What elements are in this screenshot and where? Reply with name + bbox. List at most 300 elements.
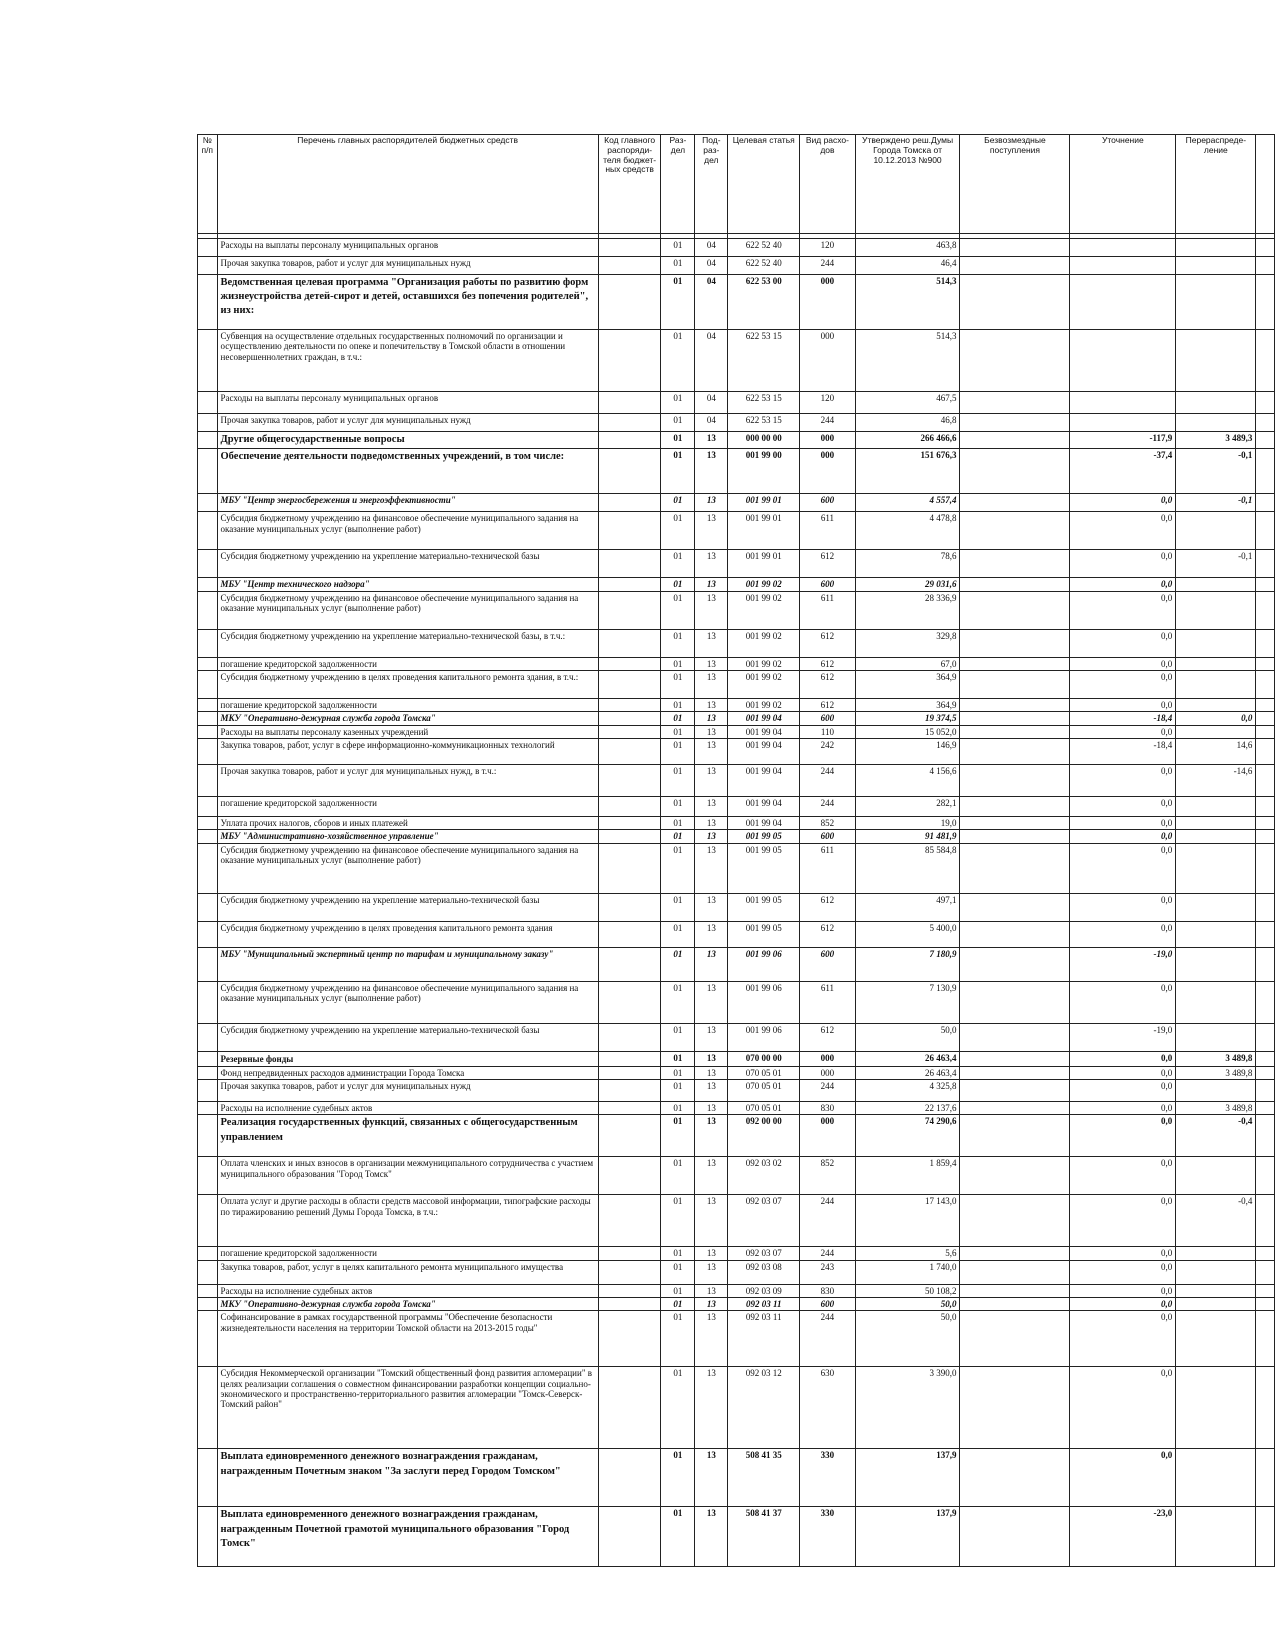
cell-redistribute <box>1176 816 1256 829</box>
cell-num <box>198 947 218 981</box>
table-row <box>198 893 1275 921</box>
cell-redistribute <box>1176 1507 1256 1567</box>
cell-free <box>960 1298 1070 1311</box>
cell-num <box>198 239 218 257</box>
cell-target: 001 99 02 <box>728 670 800 698</box>
cell-redistribute: 3 489,8 <box>1176 1066 1256 1079</box>
cell-num <box>198 432 218 449</box>
cell-vid: 244 <box>800 1195 855 1247</box>
cell-extra <box>1256 257 1275 275</box>
cell-vid: 611 <box>800 843 855 893</box>
cell-redistribute: -0,4 <box>1176 1115 1256 1157</box>
cell-extra <box>1256 1066 1275 1079</box>
cell-target: 092 03 09 <box>728 1284 800 1297</box>
cell-target: 070 05 01 <box>728 1066 800 1079</box>
cell-redistribute <box>1176 725 1256 738</box>
cell-name: Прочая закупка товаров, работ и услуг для муниципальных нужд <box>217 257 598 275</box>
cell-code <box>598 764 661 796</box>
cell-name: Оплата услуг и другие расходы в области средств массовой информации, типографские расходы по тиражированию решений Думы Города Томска, в т.ч.: <box>217 1195 598 1247</box>
cell-refine: -117,9 <box>1070 432 1176 449</box>
cell-razdel: 01 <box>661 816 695 829</box>
cell-razdel: 01 <box>661 1260 695 1284</box>
cell-num <box>198 629 218 657</box>
cell-razdel: 01 <box>661 725 695 738</box>
cell-vid: 612 <box>800 698 855 711</box>
cell-num <box>198 1507 218 1567</box>
cell-code <box>598 698 661 711</box>
cell-refine: 0,0 <box>1070 843 1176 893</box>
cell-free <box>960 591 1070 629</box>
cell-razdel: 01 <box>661 1449 695 1507</box>
cell-refine: 0,0 <box>1070 550 1176 578</box>
cell-podrazdel: 13 <box>695 921 728 947</box>
cell-code <box>598 738 661 764</box>
cell-extra <box>1256 432 1275 449</box>
cell-name: Закупка товаров, работ, услуг в сфере информационно-коммуникационных технологий <box>217 738 598 764</box>
cell-redistribute: 3 489,8 <box>1176 1051 1256 1066</box>
cell-refine: 0,0 <box>1070 764 1176 796</box>
cell-num <box>198 449 218 494</box>
cell-free <box>960 796 1070 816</box>
table-row <box>198 816 1275 829</box>
cell-code <box>598 1260 661 1284</box>
cell-podrazdel: 13 <box>695 698 728 711</box>
cell-extra <box>1256 449 1275 494</box>
cell-free <box>960 275 1070 330</box>
cell-num <box>198 1023 218 1051</box>
cell-redistribute <box>1176 1367 1256 1449</box>
cell-podrazdel: 13 <box>695 1066 728 1079</box>
cell-approved: 22 137,6 <box>855 1102 960 1115</box>
cell-approved: 497,1 <box>855 893 960 921</box>
table-row <box>198 1298 1275 1311</box>
cell-razdel: 01 <box>661 494 695 512</box>
cell-target: 001 99 05 <box>728 830 800 843</box>
cell-refine: 0,0 <box>1070 1298 1176 1311</box>
cell-code <box>598 816 661 829</box>
cell-name: Оплата членских и иных взносов в организации межмуниципального сотрудничества с участием муниципального образования "Город Томск" <box>217 1157 598 1195</box>
cell-target: 622 53 15 <box>728 414 800 432</box>
cell-extra <box>1256 657 1275 670</box>
table-row <box>198 550 1275 578</box>
cell-code <box>598 1051 661 1066</box>
cell-num <box>198 1260 218 1284</box>
cell-vid: 612 <box>800 629 855 657</box>
cell-razdel: 01 <box>661 432 695 449</box>
cell-num <box>198 1102 218 1115</box>
cell-redistribute <box>1176 257 1256 275</box>
cell-razdel: 01 <box>661 738 695 764</box>
cell-free <box>960 392 1070 414</box>
cell-num <box>198 257 218 275</box>
cell-num <box>198 843 218 893</box>
cell-free <box>960 449 1070 494</box>
cell-refine <box>1070 414 1176 432</box>
cell-podrazdel: 13 <box>695 1367 728 1449</box>
cell-redistribute <box>1176 1080 1256 1102</box>
cell-target: 622 53 15 <box>728 392 800 414</box>
cell-target: 001 99 06 <box>728 947 800 981</box>
table-row <box>198 239 1275 257</box>
cell-num <box>198 414 218 432</box>
cell-num <box>198 981 218 1023</box>
table-row <box>198 1260 1275 1284</box>
cell-refine: 0,0 <box>1070 1102 1176 1115</box>
cell-name: Расходы на выплаты персоналу муниципальных органов <box>217 392 598 414</box>
cell-approved: 514,3 <box>855 330 960 392</box>
header-num: № п/п <box>198 135 218 234</box>
cell-extra <box>1256 843 1275 893</box>
cell-extra <box>1256 1023 1275 1051</box>
cell-free <box>960 712 1070 725</box>
cell-razdel: 01 <box>661 712 695 725</box>
table-row <box>198 764 1275 796</box>
cell-vid: 830 <box>800 1284 855 1297</box>
cell-num <box>198 657 218 670</box>
table-row <box>198 1507 1275 1567</box>
cell-refine: 0,0 <box>1070 1449 1176 1507</box>
cell-approved: 1 859,4 <box>855 1157 960 1195</box>
cell-extra <box>1256 1298 1275 1311</box>
cell-podrazdel: 13 <box>695 591 728 629</box>
header-code: Код главного распоряди-теля бюджет-ных средств <box>598 135 661 234</box>
cell-razdel: 01 <box>661 1298 695 1311</box>
cell-approved: 19 374,5 <box>855 712 960 725</box>
cell-refine <box>1070 257 1176 275</box>
table-row <box>198 698 1275 711</box>
cell-code <box>598 1023 661 1051</box>
cell-name: МБУ "Муниципальный экспертный центр по тарифам и муниципальному заказу" <box>217 947 598 981</box>
cell-code <box>598 670 661 698</box>
cell-code <box>598 712 661 725</box>
cell-target: 001 99 04 <box>728 738 800 764</box>
cell-extra <box>1256 1449 1275 1507</box>
cell-razdel: 01 <box>661 392 695 414</box>
cell-name: МБУ "Административно-хозяйственное управление" <box>217 830 598 843</box>
cell-approved: 5 400,0 <box>855 921 960 947</box>
cell-podrazdel: 13 <box>695 670 728 698</box>
cell-name: Расходы на исполнение судебных актов <box>217 1284 598 1297</box>
cell-refine: 0,0 <box>1070 657 1176 670</box>
cell-target: 622 53 15 <box>728 330 800 392</box>
cell-vid: 244 <box>800 414 855 432</box>
table-row <box>198 1023 1275 1051</box>
cell-extra <box>1256 1367 1275 1449</box>
cell-redistribute: 0,0 <box>1176 712 1256 725</box>
cell-approved: 19,0 <box>855 816 960 829</box>
cell-code <box>598 1115 661 1157</box>
cell-target: 000 00 00 <box>728 432 800 449</box>
cell-name: Фонд непредвиденных расходов администрации Города Томска <box>217 1066 598 1079</box>
cell-target: 001 99 02 <box>728 591 800 629</box>
cell-code <box>598 257 661 275</box>
cell-target: 092 03 11 <box>728 1298 800 1311</box>
table-row <box>198 591 1275 629</box>
cell-approved: 3 390,0 <box>855 1367 960 1449</box>
cell-free <box>960 1507 1070 1567</box>
cell-refine: 0,0 <box>1070 629 1176 657</box>
cell-vid: 611 <box>800 981 855 1023</box>
cell-razdel: 01 <box>661 843 695 893</box>
cell-code <box>598 1449 661 1507</box>
cell-extra <box>1256 591 1275 629</box>
cell-vid: 000 <box>800 1051 855 1066</box>
cell-vid: 852 <box>800 816 855 829</box>
cell-vid: 242 <box>800 738 855 764</box>
cell-target: 001 99 04 <box>728 764 800 796</box>
cell-razdel: 01 <box>661 1115 695 1157</box>
cell-approved: 46,8 <box>855 414 960 432</box>
cell-target: 001 99 02 <box>728 698 800 711</box>
cell-target: 001 99 06 <box>728 981 800 1023</box>
cell-code <box>598 1157 661 1195</box>
table-row <box>198 1051 1275 1066</box>
cell-code <box>598 392 661 414</box>
cell-vid: 000 <box>800 275 855 330</box>
cell-extra <box>1256 921 1275 947</box>
cell-name: Выплата единовременного денежного вознаграждения гражданам, награжденным Почетной грамотой муниципального образования "Город Томск" <box>217 1507 598 1567</box>
cell-approved: 78,6 <box>855 550 960 578</box>
cell-code <box>598 512 661 550</box>
table-row <box>198 257 1275 275</box>
table-row <box>198 494 1275 512</box>
cell-num <box>198 1367 218 1449</box>
cell-podrazdel: 13 <box>695 1102 728 1115</box>
cell-name: погашение кредиторской задолженности <box>217 1247 598 1260</box>
cell-free <box>960 830 1070 843</box>
cell-code <box>598 432 661 449</box>
cell-num <box>198 1066 218 1079</box>
table-row <box>198 921 1275 947</box>
cell-code <box>598 893 661 921</box>
cell-name: Прочая закупка товаров, работ и услуг для муниципальных нужд, в т.ч.: <box>217 764 598 796</box>
cell-redistribute <box>1176 830 1256 843</box>
cell-approved: 467,5 <box>855 392 960 414</box>
cell-vid: 612 <box>800 670 855 698</box>
cell-vid: 600 <box>800 494 855 512</box>
cell-free <box>960 257 1070 275</box>
cell-extra <box>1256 494 1275 512</box>
cell-podrazdel: 13 <box>695 738 728 764</box>
cell-target: 001 99 05 <box>728 843 800 893</box>
cell-approved: 514,3 <box>855 275 960 330</box>
cell-free <box>960 494 1070 512</box>
cell-target: 092 03 07 <box>728 1247 800 1260</box>
cell-podrazdel: 13 <box>695 1507 728 1567</box>
table-row <box>198 1195 1275 1247</box>
cell-refine <box>1070 239 1176 257</box>
cell-approved: 5,6 <box>855 1247 960 1260</box>
cell-num <box>198 591 218 629</box>
cell-razdel: 01 <box>661 893 695 921</box>
cell-code <box>598 330 661 392</box>
cell-free <box>960 1023 1070 1051</box>
cell-extra <box>1256 1080 1275 1102</box>
cell-razdel: 01 <box>661 981 695 1023</box>
cell-razdel: 01 <box>661 670 695 698</box>
cell-extra <box>1256 578 1275 591</box>
cell-name: Ведомственная целевая программа "Организация работы по развитию форм жизнеустройства детей-сирот и детей, оставшихся без попечения родителей", из них: <box>217 275 598 330</box>
cell-podrazdel: 13 <box>695 1247 728 1260</box>
cell-redistribute <box>1176 275 1256 330</box>
cell-free <box>960 893 1070 921</box>
cell-target: 001 99 01 <box>728 550 800 578</box>
cell-target: 622 52 40 <box>728 257 800 275</box>
cell-redistribute <box>1176 578 1256 591</box>
cell-free <box>960 414 1070 432</box>
cell-code <box>598 591 661 629</box>
cell-vid: 244 <box>800 796 855 816</box>
cell-refine: 0,0 <box>1070 796 1176 816</box>
cell-num <box>198 893 218 921</box>
cell-vid: 612 <box>800 1023 855 1051</box>
table-row <box>198 796 1275 816</box>
cell-extra <box>1256 830 1275 843</box>
cell-target: 001 99 02 <box>728 578 800 591</box>
cell-refine: 0,0 <box>1070 591 1176 629</box>
cell-vid: 244 <box>800 1247 855 1260</box>
table-body <box>198 239 1275 1567</box>
cell-refine: 0,0 <box>1070 921 1176 947</box>
cell-extra <box>1256 738 1275 764</box>
cell-refine: 0,0 <box>1070 670 1176 698</box>
cell-free <box>960 1066 1070 1079</box>
cell-num <box>198 1247 218 1260</box>
header-target: Целевая статья <box>728 135 800 234</box>
cell-redistribute <box>1176 657 1256 670</box>
cell-refine: 0,0 <box>1070 1311 1176 1367</box>
cell-refine <box>1070 392 1176 414</box>
table-row <box>198 1284 1275 1297</box>
cell-free <box>960 1102 1070 1115</box>
cell-razdel: 01 <box>661 1195 695 1247</box>
cell-free <box>960 239 1070 257</box>
cell-name: Субсидия бюджетному учреждению на финансовое обеспечение муниципального задания на оказание муниципальных услуг (выполнение работ) <box>217 981 598 1023</box>
table-row <box>198 1311 1275 1367</box>
cell-target: 092 00 00 <box>728 1115 800 1157</box>
cell-approved: 364,9 <box>855 670 960 698</box>
cell-redistribute <box>1176 981 1256 1023</box>
table-row <box>198 657 1275 670</box>
cell-target: 001 99 04 <box>728 796 800 816</box>
cell-vid: 611 <box>800 512 855 550</box>
cell-refine: 0,0 <box>1070 1157 1176 1195</box>
cell-extra <box>1256 1507 1275 1567</box>
cell-num <box>198 1311 218 1367</box>
cell-code <box>598 1195 661 1247</box>
cell-podrazdel: 13 <box>695 1080 728 1102</box>
cell-vid: 852 <box>800 1157 855 1195</box>
cell-code <box>598 1284 661 1297</box>
cell-name: Субсидия бюджетному учреждению на укрепление материально-технической базы, в т.ч.: <box>217 629 598 657</box>
cell-podrazdel: 04 <box>695 392 728 414</box>
cell-free <box>960 1284 1070 1297</box>
cell-extra <box>1256 796 1275 816</box>
cell-podrazdel: 13 <box>695 725 728 738</box>
cell-podrazdel: 13 <box>695 1115 728 1157</box>
cell-approved: 15 052,0 <box>855 725 960 738</box>
cell-approved: 85 584,8 <box>855 843 960 893</box>
cell-free <box>960 1195 1070 1247</box>
cell-podrazdel: 13 <box>695 449 728 494</box>
cell-name: Закупка товаров, работ, услуг в целях капитального ремонта муниципального имущества <box>217 1260 598 1284</box>
cell-razdel: 01 <box>661 1247 695 1260</box>
cell-free <box>960 670 1070 698</box>
table-row <box>198 670 1275 698</box>
cell-vid: 120 <box>800 239 855 257</box>
cell-code <box>598 414 661 432</box>
cell-vid: 000 <box>800 1115 855 1157</box>
cell-approved: 91 481,9 <box>855 830 960 843</box>
cell-extra <box>1256 1195 1275 1247</box>
cell-podrazdel: 04 <box>695 257 728 275</box>
header-extra <box>1256 135 1275 234</box>
cell-redistribute <box>1176 1449 1256 1507</box>
cell-target: 092 03 11 <box>728 1311 800 1367</box>
cell-approved: 151 676,3 <box>855 449 960 494</box>
cell-extra <box>1256 512 1275 550</box>
table-row <box>198 981 1275 1023</box>
cell-free <box>960 816 1070 829</box>
cell-approved: 137,9 <box>855 1507 960 1567</box>
cell-approved: 28 336,9 <box>855 591 960 629</box>
cell-extra <box>1256 629 1275 657</box>
cell-redistribute <box>1176 1023 1256 1051</box>
cell-num <box>198 1195 218 1247</box>
cell-approved: 67,0 <box>855 657 960 670</box>
table-row <box>198 629 1275 657</box>
cell-name: МБУ "Центр технического надзора" <box>217 578 598 591</box>
cell-target: 092 03 12 <box>728 1367 800 1449</box>
cell-extra <box>1256 392 1275 414</box>
cell-code <box>598 843 661 893</box>
cell-vid: 000 <box>800 1066 855 1079</box>
header-podrazdel: Под-раз-дел <box>695 135 728 234</box>
cell-code <box>598 725 661 738</box>
cell-name: Субсидия бюджетному учреждению на укрепление материально-технической базы <box>217 550 598 578</box>
cell-name: Софинансирование в рамках государственной программы "Обеспечение безопасности жизнедеятельности населения на территории Томской области на 2013-2015 годы" <box>217 1311 598 1367</box>
cell-num <box>198 1449 218 1507</box>
cell-num <box>198 392 218 414</box>
cell-code <box>598 657 661 670</box>
cell-num <box>198 796 218 816</box>
cell-podrazdel: 13 <box>695 843 728 893</box>
cell-redistribute <box>1176 796 1256 816</box>
cell-podrazdel: 13 <box>695 712 728 725</box>
cell-podrazdel: 13 <box>695 629 728 657</box>
cell-num <box>198 1298 218 1311</box>
cell-free <box>960 1051 1070 1066</box>
cell-extra <box>1256 330 1275 392</box>
cell-redistribute <box>1176 414 1256 432</box>
cell-approved: 74 290,6 <box>855 1115 960 1157</box>
cell-free <box>960 1247 1070 1260</box>
cell-podrazdel: 13 <box>695 830 728 843</box>
cell-refine: 0,0 <box>1070 1195 1176 1247</box>
cell-razdel: 01 <box>661 698 695 711</box>
cell-approved: 50,0 <box>855 1311 960 1367</box>
cell-free <box>960 657 1070 670</box>
cell-num <box>198 578 218 591</box>
cell-name: МБУ "Центр энергосбережения и энергоэффективности" <box>217 494 598 512</box>
cell-vid: 000 <box>800 432 855 449</box>
cell-code <box>598 1311 661 1367</box>
cell-redistribute <box>1176 670 1256 698</box>
cell-target: 001 99 02 <box>728 629 800 657</box>
cell-refine: -18,4 <box>1070 738 1176 764</box>
cell-code <box>598 981 661 1023</box>
cell-num <box>198 738 218 764</box>
